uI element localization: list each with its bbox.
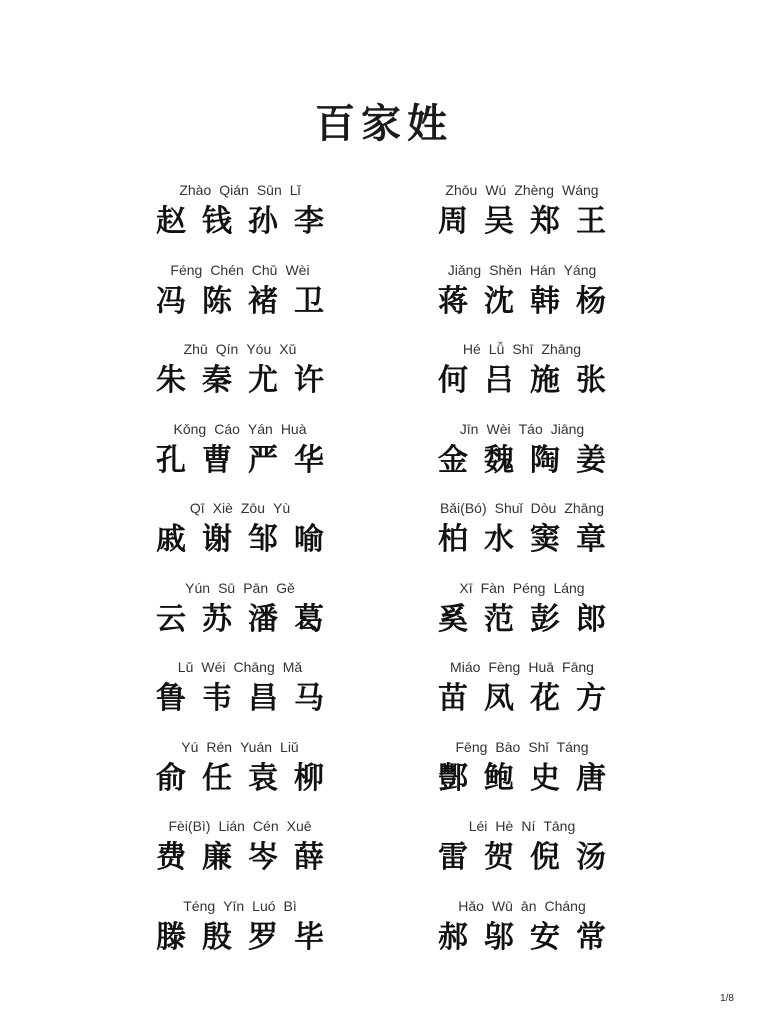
pinyin-syllable: Jīn xyxy=(459,420,479,437)
pinyin-row xyxy=(382,896,662,916)
page-title: 百家姓 xyxy=(315,101,453,147)
surname-character: 谢 xyxy=(202,522,232,557)
pinyin-syllable: Zhāng xyxy=(564,500,605,516)
surname-group xyxy=(382,657,662,737)
pinyin-syllable: Yú xyxy=(181,738,199,755)
surname-character: 贺 xyxy=(484,840,514,875)
surname-group xyxy=(100,578,380,658)
pinyin-syllable: Bì xyxy=(283,897,297,914)
surname-character: 汤 xyxy=(576,840,606,875)
surname-character: 柳 xyxy=(294,760,324,796)
pinyin-syllable: Fēng xyxy=(455,738,488,755)
surname-character: 王 xyxy=(576,204,606,239)
pinyin-syllable: Lǔ xyxy=(177,659,194,675)
surname-character: 褚 xyxy=(248,283,278,319)
pinyin-syllable: Yún xyxy=(185,579,211,596)
pinyin-syllable: Mǎ xyxy=(282,659,303,675)
pinyin-syllable: Zhāng xyxy=(541,341,582,357)
surname-group xyxy=(100,737,380,817)
surname-character: 常 xyxy=(576,919,606,955)
pinyin-syllable: Dòu xyxy=(530,500,557,516)
surname-character: 倪 xyxy=(530,840,560,875)
surname-character: 方 xyxy=(576,681,606,716)
pinyin-syllable: Luó xyxy=(252,897,276,914)
surname-character: 许 xyxy=(294,363,324,398)
pinyin-syllable: Fāng xyxy=(562,659,594,675)
surname-group xyxy=(100,657,380,737)
surname-character: 毕 xyxy=(294,919,324,955)
pinyin-syllable: Zhào xyxy=(179,182,212,198)
surname-character: 李 xyxy=(294,204,324,239)
surname-group xyxy=(100,816,380,896)
pinyin-syllable: Jiǎng xyxy=(447,261,482,278)
pinyin-row xyxy=(100,896,380,916)
pinyin-syllable: Qín xyxy=(215,341,239,357)
pinyin-syllable: Huā xyxy=(528,659,555,675)
pinyin-syllable: Lǐ xyxy=(289,182,301,198)
surname-column-right xyxy=(382,180,662,975)
surname-character: 郝 xyxy=(438,919,468,955)
hanzi-row xyxy=(382,916,662,960)
pinyin-syllable: Fèi(Bì) xyxy=(168,818,211,834)
hanzi-row xyxy=(100,916,380,960)
pinyin-row xyxy=(382,737,662,757)
pinyin-syllable: Liǔ xyxy=(280,738,299,755)
surname-character: 袁 xyxy=(248,760,278,796)
pinyin-syllable: Chāng xyxy=(233,659,275,675)
surname-group xyxy=(100,419,380,499)
pinyin-row xyxy=(100,260,380,280)
pinyin-syllable: Bào xyxy=(495,738,521,755)
surname-character: 郎 xyxy=(576,601,606,637)
pinyin-syllable: Cáo xyxy=(214,420,240,437)
hanzi-row xyxy=(100,677,380,721)
pinyin-syllable: Wú xyxy=(485,182,507,198)
hanzi-row xyxy=(100,836,380,880)
pinyin-syllable: Qī xyxy=(189,500,205,516)
pinyin-row xyxy=(382,657,662,677)
surname-character: 喻 xyxy=(294,522,324,557)
hanzi-row xyxy=(382,439,662,483)
pinyin-syllable: Chén xyxy=(210,261,244,278)
surname-group xyxy=(100,896,380,976)
pinyin-syllable: Gě xyxy=(276,579,295,596)
pinyin-row xyxy=(100,339,380,359)
surname-character: 张 xyxy=(576,363,606,398)
surname-character: 姜 xyxy=(576,442,606,478)
surname-group xyxy=(382,180,662,260)
hanzi-row xyxy=(382,280,662,324)
surname-character: 章 xyxy=(576,522,606,557)
surname-character: 韦 xyxy=(202,681,232,716)
surname-character: 潘 xyxy=(248,601,278,637)
surname-character: 陶 xyxy=(530,442,560,478)
hanzi-row xyxy=(382,359,662,403)
hanzi-row xyxy=(382,598,662,642)
pinyin-syllable: Xuē xyxy=(286,818,312,834)
pinyin-row xyxy=(382,498,662,518)
surname-group xyxy=(100,498,380,578)
pinyin-syllable: Xiè xyxy=(212,500,233,516)
surname-character: 蒋 xyxy=(438,283,468,319)
pinyin-row xyxy=(100,180,380,200)
pinyin-syllable: Láng xyxy=(553,579,585,596)
surname-character: 酆 xyxy=(438,760,468,796)
surname-character: 薛 xyxy=(294,840,324,875)
surname-character: 费 xyxy=(156,840,186,875)
surname-character: 云 xyxy=(156,601,186,637)
pinyin-syllable: Shī xyxy=(512,341,534,357)
pinyin-syllable: Zōu xyxy=(240,500,265,516)
surname-character: 韩 xyxy=(530,283,560,319)
surname-character: 昌 xyxy=(248,681,278,716)
surname-character: 吴 xyxy=(484,204,514,239)
hanzi-row xyxy=(100,757,380,801)
surname-group xyxy=(100,180,380,260)
pinyin-syllable: ān xyxy=(520,897,537,914)
pinyin-syllable: Táo xyxy=(518,420,543,437)
surname-character: 曹 xyxy=(202,442,232,478)
pinyin-syllable: Fàn xyxy=(480,579,505,596)
pinyin-row xyxy=(382,180,662,200)
surname-character: 葛 xyxy=(294,601,324,637)
surname-group xyxy=(382,419,662,499)
surname-character: 史 xyxy=(530,760,560,796)
pinyin-row xyxy=(100,737,380,757)
pinyin-syllable: Chǔ xyxy=(251,261,278,278)
pinyin-syllable: Léi xyxy=(468,818,488,834)
surname-character: 邹 xyxy=(248,522,278,557)
pinyin-syllable: Xǔ xyxy=(279,341,297,357)
surname-character: 范 xyxy=(484,601,514,637)
surname-character: 罗 xyxy=(248,919,278,955)
pinyin-syllable: Cén xyxy=(252,818,279,834)
surname-character: 奚 xyxy=(438,601,468,637)
pinyin-syllable: Féng xyxy=(170,261,203,278)
surname-character: 何 xyxy=(438,363,468,398)
surname-character: 尤 xyxy=(248,363,278,398)
hanzi-row xyxy=(100,280,380,324)
surname-character: 秦 xyxy=(202,363,232,398)
pinyin-syllable: Shǐ xyxy=(528,738,549,755)
pinyin-syllable: Kǒng xyxy=(173,420,207,437)
surname-group xyxy=(382,737,662,817)
surname-character: 冯 xyxy=(156,283,186,319)
surname-character: 滕 xyxy=(156,919,186,955)
pinyin-syllable: Lǚ xyxy=(488,341,505,357)
pinyin-syllable: Sū xyxy=(218,579,236,596)
pinyin-syllable: Wèi xyxy=(486,420,511,437)
surname-group xyxy=(100,339,380,419)
surname-character: 施 xyxy=(530,363,560,398)
surname-character: 吕 xyxy=(484,363,514,398)
hanzi-row xyxy=(382,757,662,801)
pinyin-syllable: Fèng xyxy=(488,659,521,675)
hanzi-row xyxy=(100,439,380,483)
surname-character: 杨 xyxy=(576,283,606,319)
surname-character: 马 xyxy=(294,681,324,716)
pinyin-syllable: Bǎi(Bó) xyxy=(439,500,487,516)
pinyin-row xyxy=(100,816,380,836)
surname-character: 邬 xyxy=(484,919,514,955)
surname-character: 陈 xyxy=(202,283,232,319)
surname-character: 殷 xyxy=(202,919,232,955)
surname-character: 任 xyxy=(202,760,232,796)
surname-group xyxy=(382,260,662,340)
pinyin-syllable: Rén xyxy=(206,738,233,755)
pinyin-syllable: Wū xyxy=(491,897,513,914)
pinyin-syllable: Yóu xyxy=(246,341,272,357)
pinyin-row xyxy=(100,657,380,677)
surname-character: 魏 xyxy=(484,442,514,478)
surname-character: 雷 xyxy=(438,840,468,875)
pinyin-syllable: Zhèng xyxy=(514,182,555,198)
surname-character: 苗 xyxy=(438,681,468,716)
hanzi-row xyxy=(100,598,380,642)
pinyin-syllable: Qián xyxy=(219,182,249,198)
surname-character: 俞 xyxy=(156,760,186,796)
pinyin-syllable: Pān xyxy=(243,579,269,596)
surname-character: 郑 xyxy=(530,204,560,239)
surname-character: 苏 xyxy=(202,601,232,637)
pinyin-syllable: Cháng xyxy=(544,897,586,914)
pinyin-syllable: Ní xyxy=(521,818,536,834)
pinyin-syllable: Yuán xyxy=(240,738,273,755)
surname-character: 窦 xyxy=(530,522,560,557)
surname-group xyxy=(382,816,662,896)
hanzi-row xyxy=(100,200,380,244)
pinyin-syllable: Lián xyxy=(218,818,245,834)
pinyin-syllable: Xī xyxy=(459,579,473,596)
surname-group xyxy=(382,498,662,578)
pinyin-syllable: Zhū xyxy=(183,341,208,357)
hanzi-row xyxy=(382,677,662,721)
surname-character: 赵 xyxy=(156,204,186,239)
pinyin-row xyxy=(100,498,380,518)
surname-character: 华 xyxy=(294,442,324,478)
surname-character: 岑 xyxy=(248,840,278,875)
surname-column-left xyxy=(100,180,380,975)
pinyin-syllable: Téng xyxy=(183,897,216,914)
pinyin-syllable: Táng xyxy=(556,738,589,755)
surname-group xyxy=(100,260,380,340)
pinyin-syllable: Yán xyxy=(247,420,273,437)
pinyin-syllable: Hán xyxy=(529,261,556,278)
surname-group xyxy=(382,896,662,976)
hanzi-row xyxy=(382,518,662,562)
hanzi-row xyxy=(100,359,380,403)
pinyin-syllable: Miáo xyxy=(450,659,481,675)
pinyin-syllable: Hè xyxy=(495,818,514,834)
surname-group xyxy=(382,578,662,658)
pinyin-syllable: Wèi xyxy=(285,261,310,278)
pinyin-syllable: Shěn xyxy=(489,261,522,278)
page-number: 1/8 xyxy=(720,993,734,1004)
surname-character: 凤 xyxy=(484,681,514,716)
pinyin-syllable: Wáng xyxy=(562,182,599,198)
surname-character: 安 xyxy=(530,919,560,955)
pinyin-row xyxy=(100,419,380,439)
pinyin-row xyxy=(382,419,662,439)
surname-group xyxy=(382,339,662,419)
surname-character: 花 xyxy=(530,681,560,716)
pinyin-row xyxy=(100,578,380,598)
surname-character: 彭 xyxy=(530,601,560,637)
surname-character: 沈 xyxy=(484,283,514,319)
pinyin-syllable: Péng xyxy=(512,579,546,596)
pinyin-syllable: Wéi xyxy=(201,659,226,675)
surname-character: 廉 xyxy=(202,840,232,875)
pinyin-syllable: Yáng xyxy=(563,261,597,278)
surname-character: 鲍 xyxy=(484,760,514,796)
hanzi-row xyxy=(382,836,662,880)
surname-character: 严 xyxy=(248,442,278,478)
surname-character: 孔 xyxy=(156,442,186,478)
pinyin-row xyxy=(382,260,662,280)
surname-character: 水 xyxy=(484,522,514,557)
surname-character: 孙 xyxy=(248,204,278,239)
surname-character: 鲁 xyxy=(156,681,186,716)
surname-character: 唐 xyxy=(576,760,606,796)
pinyin-syllable: Zhōu xyxy=(445,182,478,198)
pinyin-syllable: Sūn xyxy=(256,182,282,198)
pinyin-row xyxy=(382,816,662,836)
surname-character: 周 xyxy=(438,204,468,239)
pinyin-syllable: Huà xyxy=(280,420,307,437)
surname-character: 朱 xyxy=(156,363,186,398)
surname-character: 金 xyxy=(438,442,468,478)
pinyin-syllable: Yīn xyxy=(223,897,245,914)
pinyin-syllable: Shuǐ xyxy=(494,500,523,516)
hanzi-row xyxy=(382,200,662,244)
pinyin-syllable: Tāng xyxy=(543,818,576,834)
pinyin-syllable: Hǎo xyxy=(458,897,484,914)
surname-character: 柏 xyxy=(438,522,468,557)
surname-character: 戚 xyxy=(156,522,186,557)
surname-character: 钱 xyxy=(202,204,232,239)
pinyin-row xyxy=(382,578,662,598)
pinyin-row xyxy=(382,339,662,359)
pinyin-syllable: Jiāng xyxy=(550,420,585,437)
hanzi-row xyxy=(100,518,380,562)
pinyin-syllable: Yù xyxy=(273,500,291,516)
surname-character: 卫 xyxy=(294,283,324,319)
pinyin-syllable: Hé xyxy=(462,341,481,357)
